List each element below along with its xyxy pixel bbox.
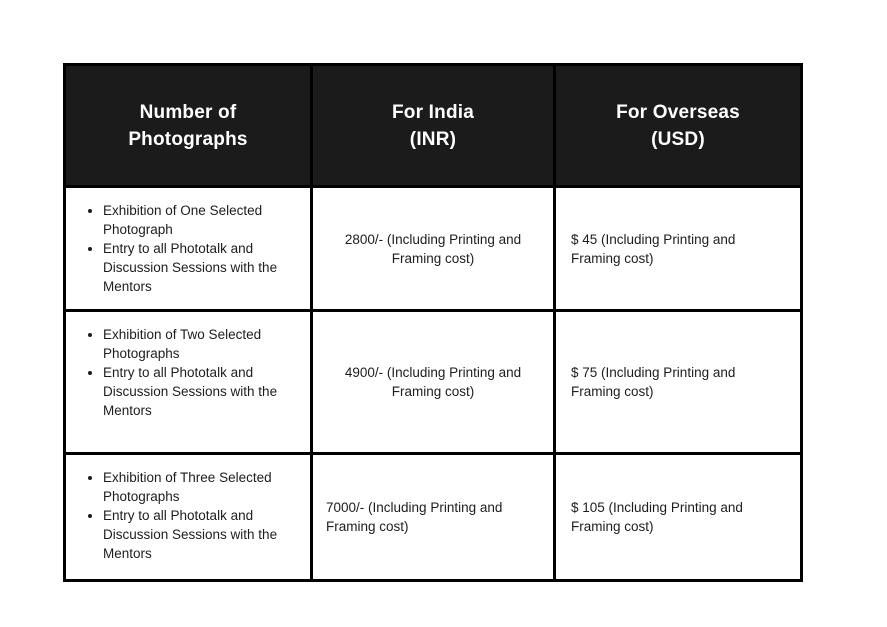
india-price-cell: 7000/- (Including Printing and Framing cost) bbox=[312, 454, 555, 581]
header-line: Photographs bbox=[128, 128, 248, 150]
table-row bbox=[65, 311, 802, 454]
pricing-table-container bbox=[63, 63, 803, 582]
feature-item: • Exhibition of Three Selected Photographs bbox=[103, 468, 302, 506]
india-price-cell: 2800/- (Including Printing and Framing cost) bbox=[312, 187, 555, 311]
features-list bbox=[66, 201, 302, 296]
pricing-table bbox=[63, 63, 803, 582]
feature-item: • Exhibition of One Selected Photograph bbox=[103, 201, 302, 239]
header-for-india-inr bbox=[312, 65, 555, 187]
header-line: For India bbox=[391, 101, 475, 123]
table-row bbox=[65, 187, 802, 311]
features-cell bbox=[65, 311, 312, 454]
feature-item: • Entry to all Phototalk and Discussion Sessions with the Mentors bbox=[103, 363, 302, 420]
header-line: Number of bbox=[139, 101, 237, 123]
feature-item: • Exhibition of Two Selected Photographs bbox=[103, 325, 302, 363]
india-price-cell: 4900/- (Including Printing and Framing cost) bbox=[312, 311, 555, 454]
header-line: (INR) bbox=[409, 128, 457, 150]
overseas-price-cell: $ 45 (Including Printing and Framing cost) bbox=[555, 187, 802, 311]
header-for-overseas-usd bbox=[555, 65, 802, 187]
header-line: (USD) bbox=[651, 128, 705, 150]
features-cell bbox=[65, 454, 312, 581]
table-body bbox=[65, 187, 802, 581]
features-cell bbox=[65, 187, 312, 311]
overseas-price-cell: $ 75 (Including Printing and Framing cost) bbox=[555, 311, 802, 454]
features-list bbox=[66, 325, 302, 420]
table-row bbox=[65, 454, 802, 581]
feature-item: • Entry to all Phototalk and Discussion Sessions with the Mentors bbox=[103, 506, 302, 563]
header-row bbox=[65, 65, 802, 187]
overseas-price-cell: $ 105 (Including Printing and Framing cost) bbox=[555, 454, 802, 581]
features-list bbox=[66, 468, 302, 563]
header-number-of-photographs bbox=[65, 65, 312, 187]
table-header bbox=[65, 65, 802, 187]
feature-item: • Entry to all Phototalk and Discussion Sessions with the Mentors bbox=[103, 239, 302, 296]
header-line: For Overseas bbox=[616, 101, 740, 123]
